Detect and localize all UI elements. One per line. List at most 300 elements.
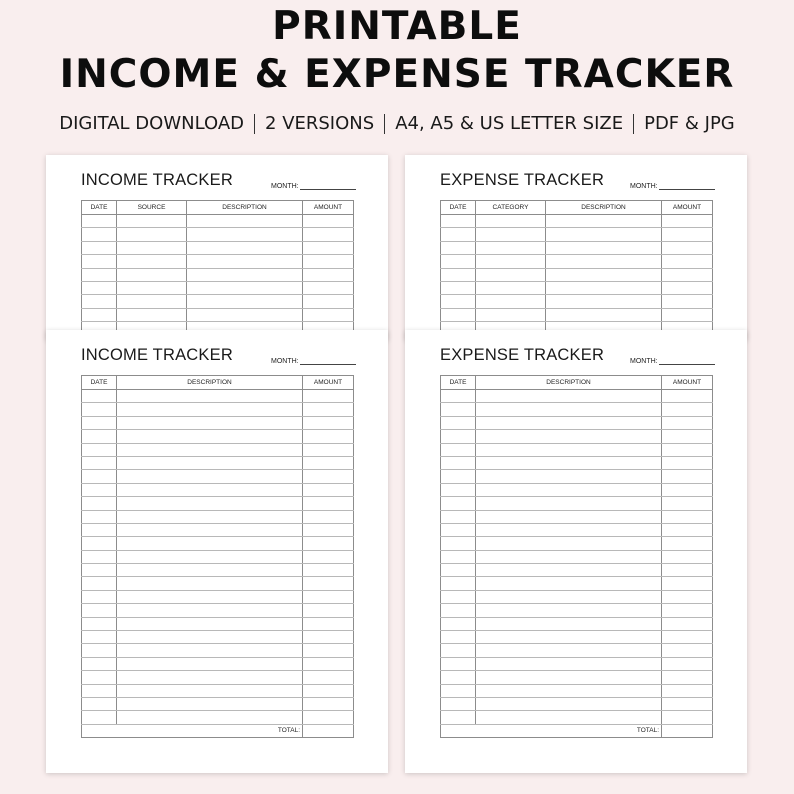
column-header-date: DATE bbox=[82, 376, 117, 390]
table-cell bbox=[662, 523, 713, 536]
table-cell bbox=[303, 631, 354, 644]
column-header-category: CATEGORY bbox=[476, 201, 546, 215]
table-row bbox=[82, 430, 354, 443]
table-cell bbox=[662, 510, 713, 523]
table-cell bbox=[303, 241, 354, 254]
table-cell bbox=[117, 697, 303, 710]
table-cell bbox=[82, 255, 117, 268]
table-cell bbox=[117, 456, 303, 469]
table-cell bbox=[441, 443, 476, 456]
month-field bbox=[630, 357, 715, 365]
table-cell bbox=[476, 295, 546, 308]
expense-tracker-sheet-v1 bbox=[405, 155, 747, 340]
table-cell bbox=[476, 308, 546, 321]
table-cell bbox=[82, 564, 117, 577]
table-row bbox=[441, 403, 713, 416]
table-cell bbox=[476, 657, 662, 670]
table-cell bbox=[82, 510, 117, 523]
table-cell bbox=[662, 268, 713, 281]
income-tracker-sheet-v1 bbox=[46, 155, 388, 340]
table-row bbox=[82, 550, 354, 563]
table-row bbox=[441, 416, 713, 429]
table-cell bbox=[441, 617, 476, 630]
table-row bbox=[441, 631, 713, 644]
sheet-title: INCOME TRACKER bbox=[81, 171, 233, 189]
table-cell bbox=[662, 537, 713, 550]
table-cell bbox=[117, 550, 303, 563]
table-cell bbox=[476, 577, 662, 590]
table-cell bbox=[187, 268, 303, 281]
table-cell bbox=[82, 443, 117, 456]
table-cell bbox=[187, 295, 303, 308]
table-cell bbox=[662, 403, 713, 416]
table-cell bbox=[117, 590, 303, 603]
table-row bbox=[441, 697, 713, 710]
table-cell bbox=[546, 215, 662, 228]
table-cell bbox=[441, 281, 476, 294]
table-row bbox=[441, 390, 713, 403]
table-cell bbox=[441, 631, 476, 644]
table-cell bbox=[662, 590, 713, 603]
table-row bbox=[82, 416, 354, 429]
sheet-title: INCOME TRACKER bbox=[81, 346, 233, 364]
table-cell bbox=[546, 268, 662, 281]
table-cell bbox=[82, 697, 117, 710]
column-header-amount: AMOUNT bbox=[303, 201, 354, 215]
table-row bbox=[441, 215, 713, 228]
table-cell bbox=[476, 644, 662, 657]
table-cell bbox=[187, 255, 303, 268]
table-cell bbox=[441, 215, 476, 228]
table-cell bbox=[441, 644, 476, 657]
table-cell bbox=[117, 390, 303, 403]
table-cell bbox=[441, 711, 476, 724]
table-row bbox=[82, 711, 354, 724]
table-cell bbox=[662, 390, 713, 403]
table-row bbox=[441, 564, 713, 577]
month-field bbox=[271, 182, 356, 190]
table-cell bbox=[82, 657, 117, 670]
table-cell bbox=[303, 550, 354, 563]
table-cell bbox=[187, 308, 303, 321]
table-cell bbox=[662, 550, 713, 563]
table-row bbox=[82, 255, 354, 268]
table-row bbox=[441, 228, 713, 241]
table-cell bbox=[476, 470, 662, 483]
feature-digital-download: DIGITAL DOWNLOAD bbox=[59, 113, 245, 134]
table-row bbox=[82, 671, 354, 684]
table-cell bbox=[82, 631, 117, 644]
table-cell bbox=[441, 416, 476, 429]
table-row bbox=[441, 657, 713, 670]
table-cell bbox=[82, 537, 117, 550]
table-cell bbox=[476, 456, 662, 469]
table-cell bbox=[476, 268, 546, 281]
table-cell bbox=[303, 564, 354, 577]
feature-formats: PDF & JPG bbox=[644, 113, 735, 134]
table-row bbox=[441, 255, 713, 268]
table-cell bbox=[662, 416, 713, 429]
table-cell bbox=[117, 403, 303, 416]
table-cell bbox=[476, 483, 662, 496]
table-cell bbox=[117, 281, 187, 294]
table-cell bbox=[441, 697, 476, 710]
column-header-date: DATE bbox=[82, 201, 117, 215]
tracker-table bbox=[81, 375, 354, 738]
table-cell bbox=[82, 416, 117, 429]
table-cell bbox=[476, 416, 662, 429]
table-cell bbox=[303, 295, 354, 308]
table-cell bbox=[117, 241, 187, 254]
table-cell bbox=[441, 684, 476, 697]
table-row bbox=[82, 403, 354, 416]
month-line bbox=[300, 182, 356, 190]
table-cell bbox=[662, 241, 713, 254]
table-cell bbox=[303, 215, 354, 228]
table-cell bbox=[82, 470, 117, 483]
table-cell bbox=[662, 308, 713, 321]
table-cell bbox=[82, 390, 117, 403]
column-header-amount: AMOUNT bbox=[662, 201, 713, 215]
table-cell bbox=[441, 523, 476, 536]
table-cell bbox=[662, 483, 713, 496]
table-cell bbox=[441, 430, 476, 443]
table-cell bbox=[82, 215, 117, 228]
table-cell bbox=[476, 241, 546, 254]
table-cell bbox=[441, 577, 476, 590]
table-cell bbox=[476, 671, 662, 684]
table-cell bbox=[117, 537, 303, 550]
table-cell bbox=[476, 390, 662, 403]
table-cell bbox=[441, 268, 476, 281]
table-cell bbox=[303, 497, 354, 510]
table-cell bbox=[117, 228, 187, 241]
table-cell bbox=[303, 443, 354, 456]
table-cell bbox=[303, 657, 354, 670]
table-row bbox=[441, 456, 713, 469]
table-row bbox=[82, 456, 354, 469]
table-row bbox=[82, 295, 354, 308]
table-cell bbox=[82, 604, 117, 617]
headline-line-1: PRINTABLE bbox=[272, 4, 522, 49]
table-cell bbox=[303, 456, 354, 469]
table-cell bbox=[476, 215, 546, 228]
table-cell bbox=[441, 390, 476, 403]
table-cell bbox=[82, 456, 117, 469]
table-cell bbox=[117, 483, 303, 496]
table-cell bbox=[303, 470, 354, 483]
table-cell bbox=[476, 550, 662, 563]
table-cell bbox=[303, 390, 354, 403]
table-cell bbox=[82, 228, 117, 241]
table-row bbox=[441, 684, 713, 697]
table-row bbox=[441, 617, 713, 630]
table-cell bbox=[82, 497, 117, 510]
table-cell bbox=[82, 403, 117, 416]
table-cell bbox=[82, 590, 117, 603]
month-field bbox=[630, 182, 715, 190]
table-cell bbox=[82, 523, 117, 536]
table-cell bbox=[117, 470, 303, 483]
table-cell bbox=[303, 684, 354, 697]
table-cell bbox=[117, 510, 303, 523]
table-row bbox=[82, 443, 354, 456]
table-cell bbox=[187, 241, 303, 254]
table-cell bbox=[117, 497, 303, 510]
table-cell bbox=[476, 510, 662, 523]
table-cell bbox=[117, 430, 303, 443]
table-row bbox=[441, 711, 713, 724]
table-row bbox=[441, 671, 713, 684]
table-cell bbox=[117, 671, 303, 684]
table-cell bbox=[546, 241, 662, 254]
column-header-amount: AMOUNT bbox=[662, 376, 713, 390]
table-cell bbox=[117, 308, 187, 321]
table-cell bbox=[117, 295, 187, 308]
table-row bbox=[82, 470, 354, 483]
month-label: MONTH: bbox=[630, 183, 658, 190]
table-cell bbox=[82, 430, 117, 443]
table-cell bbox=[441, 241, 476, 254]
table-cell bbox=[303, 416, 354, 429]
table-cell bbox=[303, 403, 354, 416]
table-row bbox=[82, 281, 354, 294]
table-cell bbox=[441, 483, 476, 496]
month-label: MONTH: bbox=[271, 358, 299, 365]
table-cell bbox=[117, 617, 303, 630]
table-cell bbox=[82, 577, 117, 590]
tracker-table bbox=[440, 375, 713, 738]
table-cell bbox=[662, 617, 713, 630]
table-row bbox=[82, 537, 354, 550]
column-header-description: DESCRIPTION bbox=[187, 201, 303, 215]
table-cell bbox=[441, 537, 476, 550]
table-cell bbox=[546, 295, 662, 308]
total-label: TOTAL: bbox=[441, 724, 662, 737]
table-cell bbox=[476, 523, 662, 536]
table-cell bbox=[662, 430, 713, 443]
table-cell bbox=[662, 281, 713, 294]
table-row bbox=[441, 604, 713, 617]
table-cell bbox=[662, 255, 713, 268]
table-cell bbox=[117, 255, 187, 268]
table-row bbox=[82, 657, 354, 670]
table-cell bbox=[117, 604, 303, 617]
table-row bbox=[441, 281, 713, 294]
table-row bbox=[441, 510, 713, 523]
table-row bbox=[82, 644, 354, 657]
table-cell bbox=[303, 617, 354, 630]
column-header-source: SOURCE bbox=[117, 201, 187, 215]
table-cell bbox=[662, 228, 713, 241]
total-amount-cell bbox=[303, 724, 354, 737]
table-row bbox=[441, 470, 713, 483]
table-cell bbox=[476, 604, 662, 617]
table-cell bbox=[187, 215, 303, 228]
table-cell bbox=[441, 295, 476, 308]
table-cell bbox=[441, 590, 476, 603]
table-cell bbox=[117, 631, 303, 644]
table-row bbox=[82, 228, 354, 241]
table-cell bbox=[303, 255, 354, 268]
column-header-description: DESCRIPTION bbox=[546, 201, 662, 215]
table-cell bbox=[303, 483, 354, 496]
table-cell bbox=[303, 577, 354, 590]
table-cell bbox=[117, 577, 303, 590]
table-cell bbox=[476, 255, 546, 268]
table-cell bbox=[187, 228, 303, 241]
table-cell bbox=[303, 697, 354, 710]
income-tracker-sheet-v2 bbox=[46, 330, 388, 773]
table-row bbox=[82, 483, 354, 496]
divider bbox=[384, 114, 385, 134]
month-field bbox=[271, 357, 356, 365]
table-cell bbox=[662, 671, 713, 684]
table-cell bbox=[662, 697, 713, 710]
table-cell bbox=[476, 617, 662, 630]
table-cell bbox=[662, 711, 713, 724]
table-row bbox=[441, 308, 713, 321]
table-row bbox=[82, 241, 354, 254]
table-row bbox=[82, 215, 354, 228]
table-cell bbox=[82, 483, 117, 496]
tracker-table bbox=[440, 200, 713, 340]
total-label: TOTAL: bbox=[82, 724, 303, 737]
column-header-description: DESCRIPTION bbox=[476, 376, 662, 390]
table-cell bbox=[441, 403, 476, 416]
table-cell bbox=[441, 671, 476, 684]
table-cell bbox=[82, 671, 117, 684]
table-row bbox=[441, 295, 713, 308]
table-cell bbox=[546, 228, 662, 241]
table-cell bbox=[476, 403, 662, 416]
table-cell bbox=[117, 564, 303, 577]
table-cell bbox=[303, 228, 354, 241]
table-cell bbox=[662, 295, 713, 308]
table-cell bbox=[117, 443, 303, 456]
sheet-title: EXPENSE TRACKER bbox=[440, 171, 605, 189]
table-cell bbox=[476, 228, 546, 241]
table-cell bbox=[303, 711, 354, 724]
table-cell bbox=[117, 657, 303, 670]
table-cell bbox=[476, 631, 662, 644]
table-cell bbox=[441, 308, 476, 321]
table-row bbox=[441, 268, 713, 281]
table-cell bbox=[82, 711, 117, 724]
table-row bbox=[441, 590, 713, 603]
table-cell bbox=[662, 577, 713, 590]
table-row bbox=[82, 617, 354, 630]
feature-subline bbox=[0, 113, 794, 134]
month-label: MONTH: bbox=[630, 358, 658, 365]
table-cell bbox=[82, 684, 117, 697]
table-row bbox=[441, 644, 713, 657]
table-cell bbox=[303, 590, 354, 603]
table-row bbox=[82, 564, 354, 577]
table-cell bbox=[476, 281, 546, 294]
table-cell bbox=[662, 470, 713, 483]
table-cell bbox=[662, 684, 713, 697]
table-cell bbox=[82, 295, 117, 308]
table-cell bbox=[82, 308, 117, 321]
table-cell bbox=[303, 537, 354, 550]
table-cell bbox=[441, 255, 476, 268]
column-header-date: DATE bbox=[441, 201, 476, 215]
table-cell bbox=[441, 604, 476, 617]
table-cell bbox=[82, 268, 117, 281]
table-cell bbox=[82, 281, 117, 294]
table-row bbox=[441, 443, 713, 456]
table-cell bbox=[662, 497, 713, 510]
table-row bbox=[441, 430, 713, 443]
table-cell bbox=[117, 416, 303, 429]
table-cell bbox=[476, 537, 662, 550]
table-row bbox=[82, 684, 354, 697]
table-cell bbox=[82, 644, 117, 657]
total-row bbox=[82, 724, 354, 737]
divider bbox=[633, 114, 634, 134]
table-cell bbox=[117, 215, 187, 228]
table-cell bbox=[476, 497, 662, 510]
expense-tracker-sheet-v2 bbox=[405, 330, 747, 773]
feature-sizes: A4, A5 & US LETTER SIZE bbox=[395, 113, 624, 134]
feature-versions: 2 VERSIONS bbox=[265, 113, 375, 134]
table-cell bbox=[441, 228, 476, 241]
table-cell bbox=[117, 711, 303, 724]
table-row bbox=[441, 497, 713, 510]
column-header-description: DESCRIPTION bbox=[117, 376, 303, 390]
table-row bbox=[82, 510, 354, 523]
table-cell bbox=[82, 550, 117, 563]
table-cell bbox=[476, 697, 662, 710]
table-cell bbox=[441, 564, 476, 577]
table-cell bbox=[441, 497, 476, 510]
table-row bbox=[82, 268, 354, 281]
table-cell bbox=[546, 281, 662, 294]
table-cell bbox=[546, 255, 662, 268]
table-cell bbox=[441, 510, 476, 523]
table-cell bbox=[662, 657, 713, 670]
table-row bbox=[441, 537, 713, 550]
headline-line-2: INCOME & EXPENSE TRACKER bbox=[59, 52, 735, 97]
table-row bbox=[441, 241, 713, 254]
table-cell bbox=[662, 215, 713, 228]
table-cell bbox=[476, 684, 662, 697]
table-cell bbox=[117, 684, 303, 697]
table-cell bbox=[303, 604, 354, 617]
table-row bbox=[82, 590, 354, 603]
table-cell bbox=[476, 564, 662, 577]
table-row bbox=[82, 523, 354, 536]
table-row bbox=[441, 483, 713, 496]
table-cell bbox=[82, 241, 117, 254]
table-cell bbox=[303, 510, 354, 523]
table-cell bbox=[303, 671, 354, 684]
table-row bbox=[82, 697, 354, 710]
divider bbox=[254, 114, 255, 134]
tracker-table bbox=[81, 200, 354, 340]
table-cell bbox=[441, 456, 476, 469]
table-row bbox=[441, 550, 713, 563]
table-cell bbox=[441, 550, 476, 563]
sheet-title: EXPENSE TRACKER bbox=[440, 346, 605, 364]
table-cell bbox=[187, 281, 303, 294]
table-cell bbox=[303, 644, 354, 657]
table-row bbox=[82, 390, 354, 403]
table-cell bbox=[303, 523, 354, 536]
table-cell bbox=[476, 430, 662, 443]
table-cell bbox=[476, 711, 662, 724]
